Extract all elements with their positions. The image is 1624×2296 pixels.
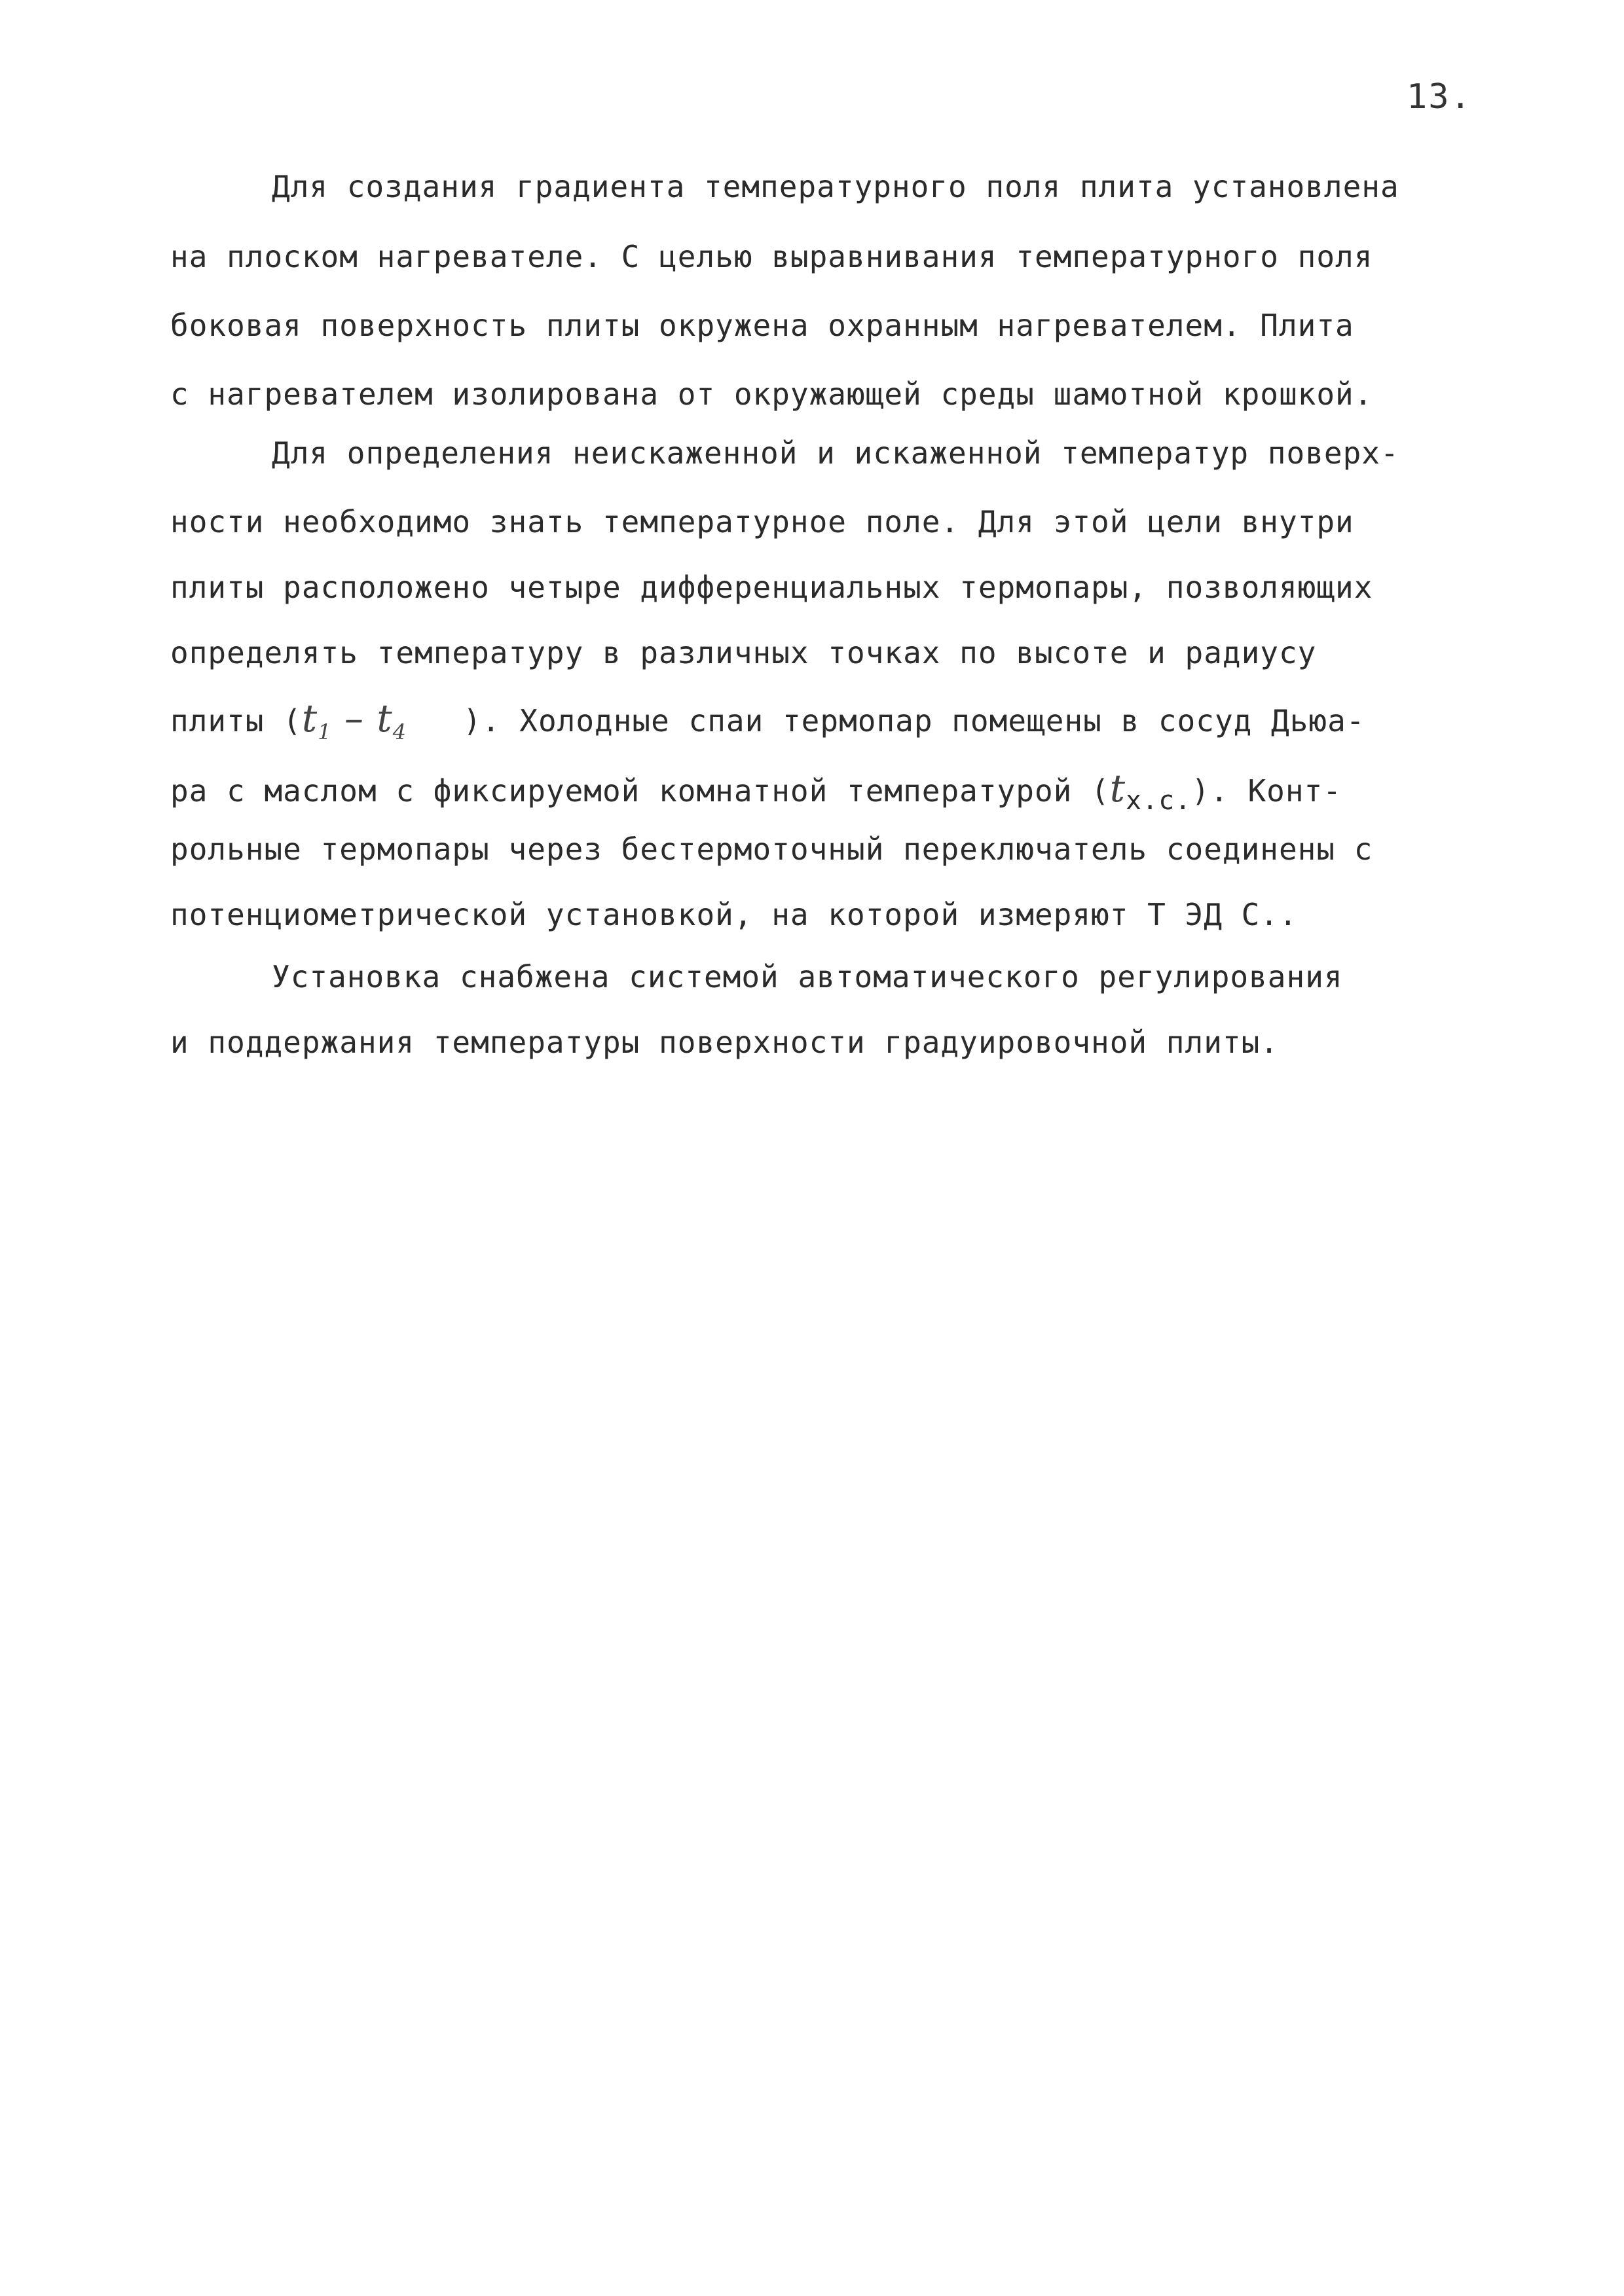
line-6-prefix: ра с маслом с фиксируемой комнатной температурой (: [170, 773, 1110, 809]
handwritten-txc: [1110, 766, 1126, 811]
paragraph-1-line-3: боковая поверхность плиты окружена охранным нагревателем. Плита: [170, 308, 1354, 343]
paragraph-2-line-6: [170, 766, 1342, 816]
paragraph-2-line-5: [170, 696, 1365, 744]
paragraph-2-line-8: потенциометрической установкой, на которой измеряют Т ЭД С..: [170, 897, 1298, 932]
paragraph-1-line-4: с нагревателем изолирована от окружающей среды шамотной крошкой.: [170, 376, 1373, 412]
paragraph-2-line-4: определять температуру в различных точках по высоте и радиусу: [170, 635, 1317, 670]
t1-subscript: 1: [318, 720, 332, 744]
t4-symbol: t: [377, 696, 393, 740]
txc-subscript: х.с.: [1126, 786, 1192, 816]
page-number: 13.: [1407, 77, 1472, 117]
paragraph-3-line-2: и поддержания температуры поверхности градуировочной плиты.: [170, 1025, 1279, 1060]
t4-subscript: 4: [392, 720, 407, 744]
paragraph-2-line-2: ности необходимо знать температурное поле. Для этой цели внутри: [170, 504, 1354, 539]
txc-symbol: t: [1109, 766, 1126, 811]
handwritten-dash: –: [331, 696, 377, 740]
handwritten-t1: [301, 696, 332, 744]
paragraph-1-line-2: на плоском нагревателе. С целью выравнивания температурного поля: [170, 239, 1373, 274]
line-6-suffix: ). Конт-: [1191, 773, 1342, 809]
line-5-suffix: ). Холодные спаи термопар помещены в сосуд Дьюа-: [407, 703, 1365, 738]
paragraph-2-line-3: плиты расположено четыре дифференциальных термопары, позволяющих: [170, 570, 1373, 605]
handwritten-t4: [377, 696, 407, 744]
t1-symbol: t: [301, 696, 318, 740]
paragraph-2-line-1: Для определения неискаженной и искаженной температур поверх-: [272, 435, 1399, 471]
paragraph-2-line-7: рольные термопары через бестермоточный переключатель соединены с: [170, 831, 1373, 867]
line-5-prefix: плиты (: [170, 703, 302, 738]
paragraph-3-line-1: Установка снабжена системой автоматического регулирования: [272, 959, 1343, 994]
paragraph-1-line-1: Для создания градиента температурного поля плита установлена: [272, 169, 1399, 204]
